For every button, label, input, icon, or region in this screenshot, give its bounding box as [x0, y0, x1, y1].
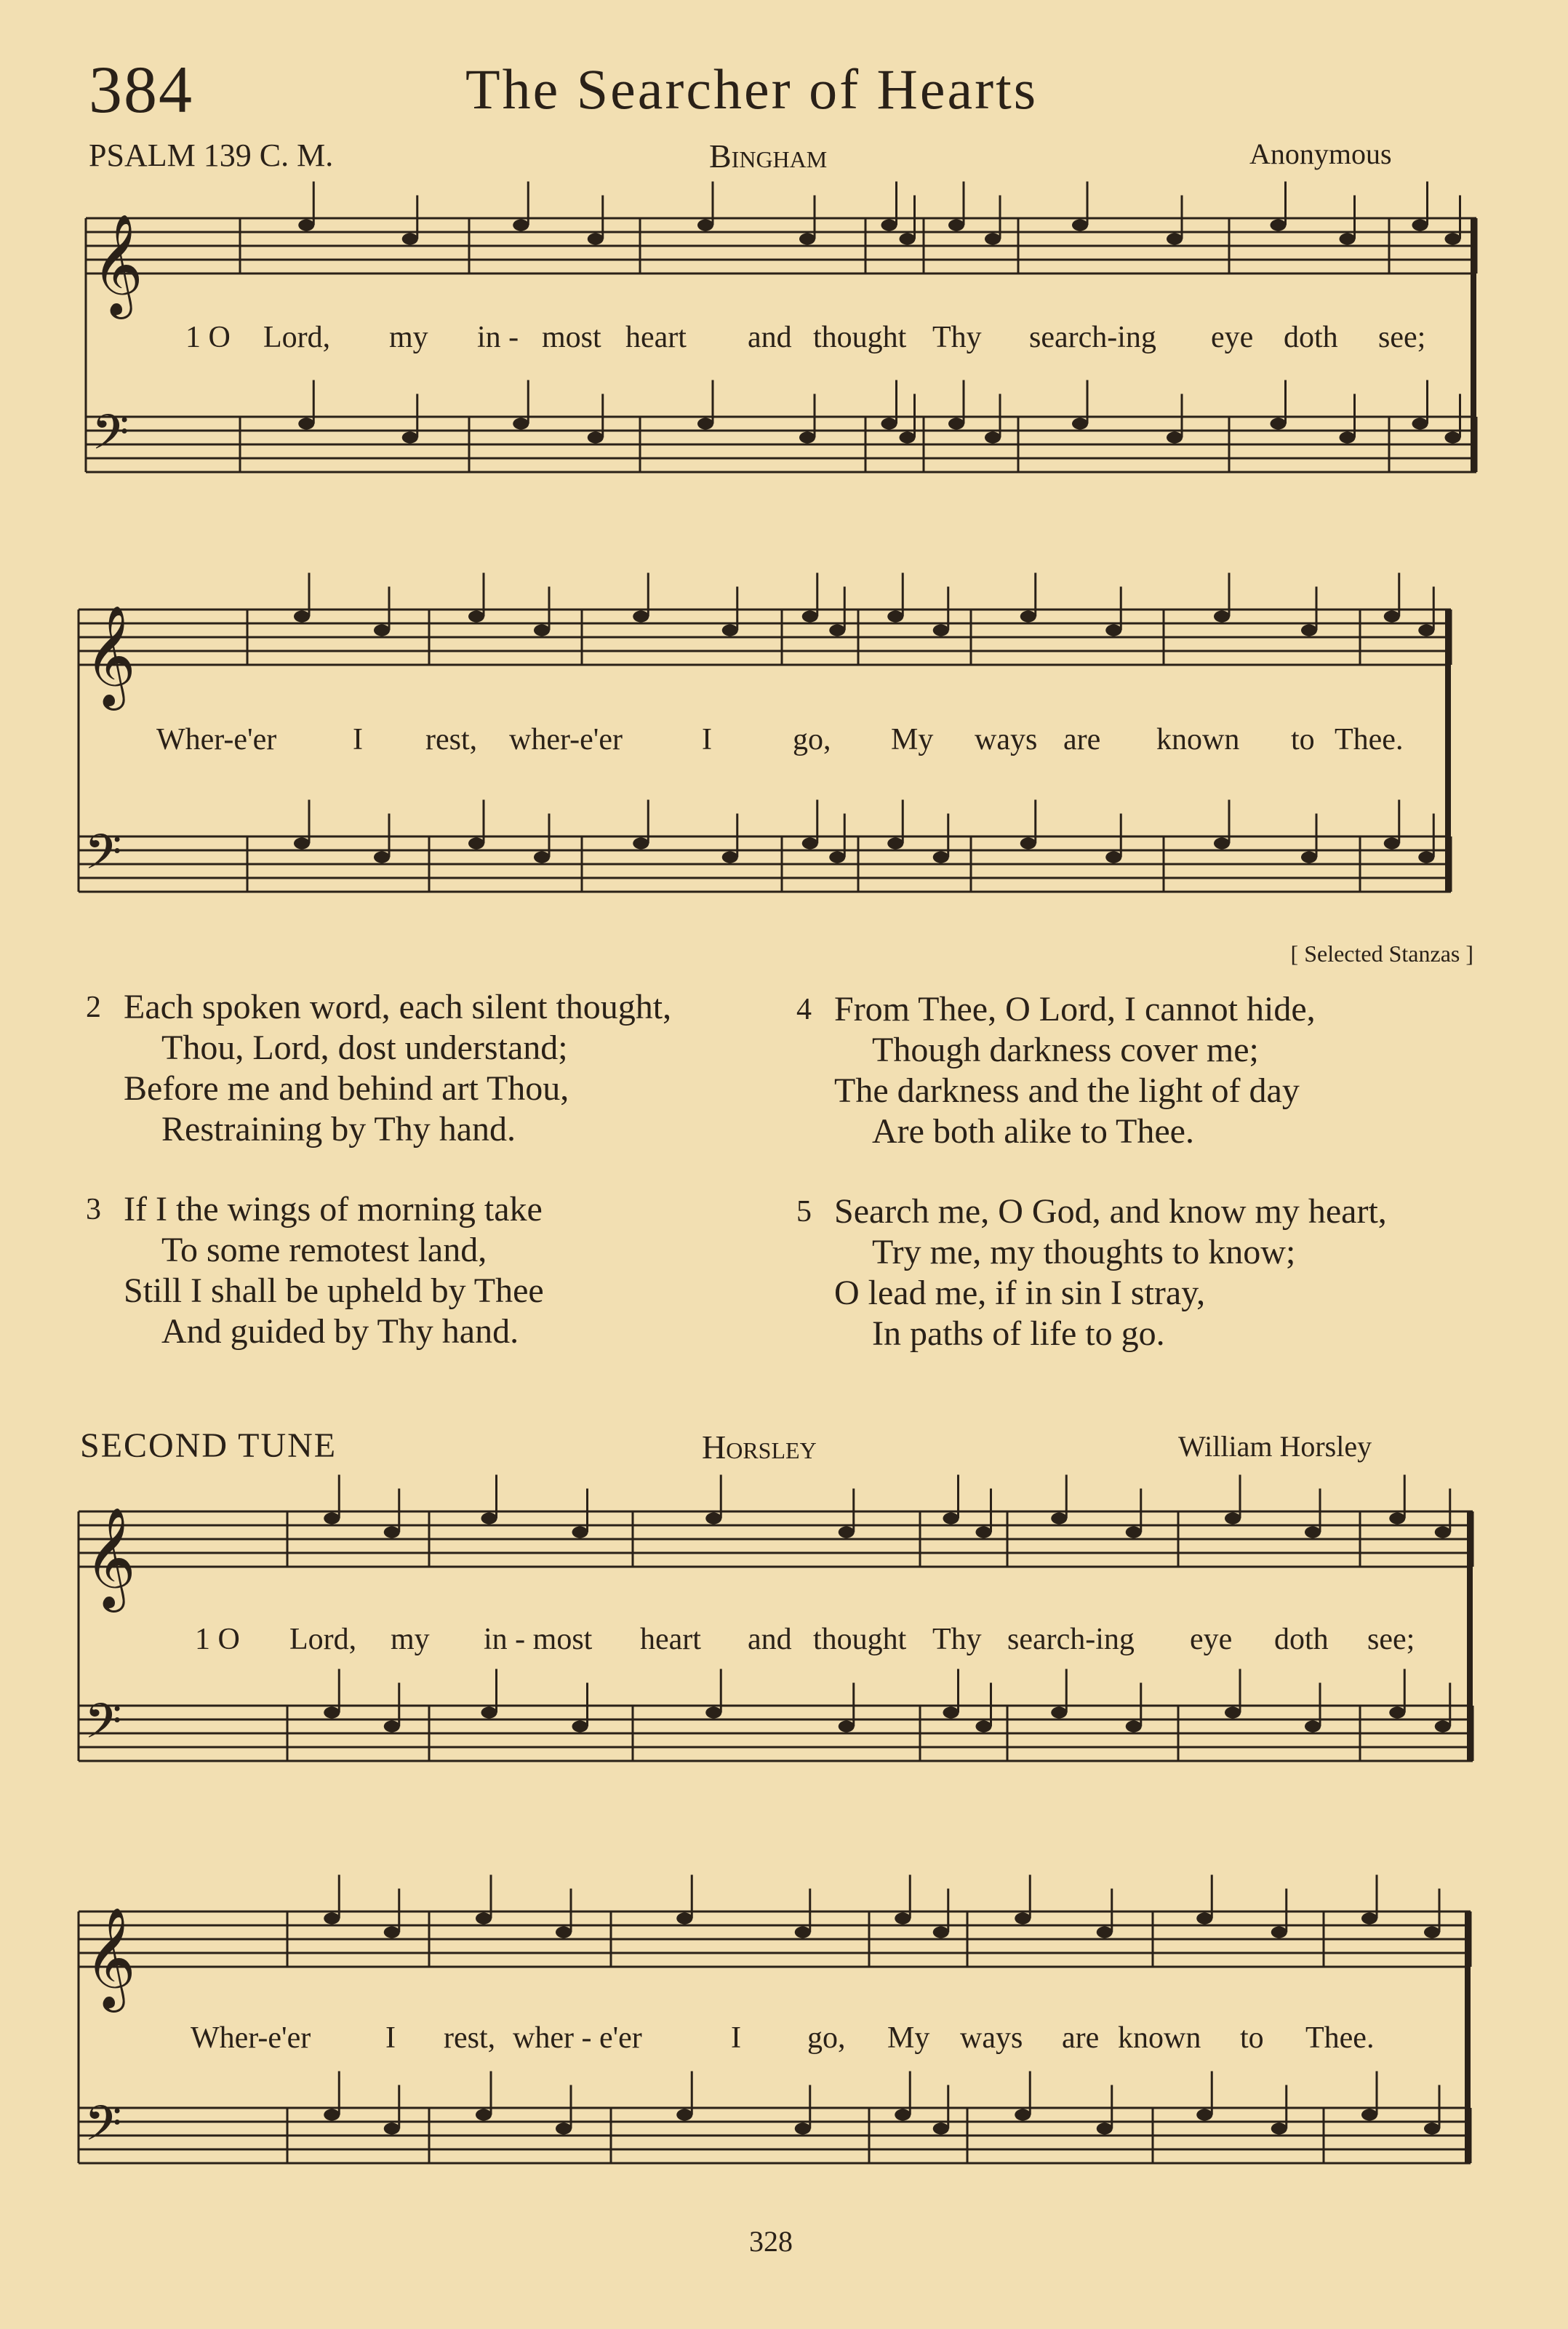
stanza-line: Try me, my thoughts to know;: [872, 1233, 1296, 1271]
bass-note-icon: [1389, 1707, 1405, 1719]
lyric-syllable: to: [1291, 723, 1315, 756]
melody-note-icon: [829, 625, 845, 636]
melody-note-icon: [374, 625, 390, 636]
bass-note-icon: [374, 852, 390, 863]
melody-note-icon: [384, 1927, 400, 1938]
lyric-syllable: rest,: [425, 723, 478, 756]
bass-note-icon: [985, 432, 1001, 444]
bass-note-icon: [722, 852, 738, 863]
bass-note-icon: [829, 852, 845, 863]
lyric-syllable: 1 O: [185, 321, 231, 354]
composer-anonymous: Anonymous: [1249, 137, 1392, 170]
melody-note-icon: [1105, 625, 1121, 636]
stanza-line: In paths of life to go.: [872, 1314, 1165, 1353]
bass-note-icon: [324, 1707, 340, 1719]
bass-note-icon: [1225, 1707, 1241, 1719]
bass-note-icon: [476, 2109, 492, 2121]
lyric-syllable: Wher-e'er: [191, 2021, 311, 2055]
stanza-line: Restraining by Thy hand.: [161, 1110, 516, 1148]
melody-note-icon: [324, 1513, 340, 1525]
bass-note-icon: [534, 852, 550, 863]
bass-note-icon: [1271, 2123, 1287, 2135]
stanza-line: From Thee, O Lord, I cannot hide,: [834, 990, 1316, 1028]
bass-note-icon: [676, 2109, 692, 2121]
lyric-syllable: thought: [813, 1623, 907, 1656]
melody-note-icon: [476, 1913, 492, 1925]
melody-note-icon: [933, 625, 949, 636]
stanza-2: [86, 987, 672, 1150]
melody-note-icon: [1445, 233, 1461, 245]
bass-clef-icon: 𝄢: [84, 1693, 122, 1761]
treble-clef-icon: 𝄞: [84, 1907, 136, 2008]
lyric-syllable: are: [1063, 723, 1101, 756]
melody-note-icon: [948, 220, 964, 231]
melody-note-icon: [534, 625, 550, 636]
bass-note-icon: [384, 2123, 400, 2135]
lyric-syllable: and: [748, 1623, 792, 1656]
stanza-line: To some remotest land,: [161, 1231, 487, 1269]
hymn-title: The Searcher of Hearts: [465, 57, 1039, 121]
stanza-line: O lead me, if in sin I stray,: [834, 1274, 1206, 1312]
melody-note-icon: [1167, 233, 1183, 245]
lyric-syllable: search-ing: [1029, 321, 1156, 354]
treble-clef-icon: 𝄞: [92, 214, 143, 315]
stanza-line: Before me and behind art Thou,: [124, 1069, 569, 1108]
melody-note-icon: [697, 220, 713, 231]
melody-note-icon: [1015, 1913, 1031, 1925]
melody-note-icon: [1020, 611, 1036, 623]
lyric-syllable: search-ing: [1007, 1623, 1135, 1656]
lyric-syllable: I: [702, 723, 712, 756]
bass-note-icon: [1015, 2109, 1031, 2121]
lyric-syllable: 1 O: [195, 1623, 240, 1656]
lyric-syllable: thought: [813, 321, 907, 354]
melody-note-icon: [795, 1927, 811, 1938]
melody-note-icon: [895, 1913, 911, 1925]
melody-note-icon: [513, 220, 529, 231]
bass-note-icon: [633, 838, 649, 850]
melody-note-icon: [556, 1927, 572, 1938]
lyric-syllable: Thee.: [1305, 2021, 1375, 2055]
second-tune-lyrics-line-1: [0, 1622, 1568, 1666]
melody-note-icon: [933, 1927, 949, 1938]
melody-note-icon: [1301, 625, 1317, 636]
lyric-syllable: known: [1118, 2021, 1201, 2055]
bass-note-icon: [1051, 1707, 1067, 1719]
melody-note-icon: [481, 1513, 497, 1525]
melody-note-icon: [324, 1913, 340, 1925]
lyric-syllable: ways: [975, 723, 1038, 756]
lyric-syllable: I: [385, 2021, 396, 2055]
lyric-syllable: most: [542, 321, 601, 354]
melody-note-icon: [799, 233, 815, 245]
bass-note-icon: [556, 2123, 572, 2135]
selected-stanzas-note: [ Selected Stanzas ]: [1290, 940, 1473, 967]
stanza-line: Though darkness cover me;: [872, 1031, 1259, 1069]
lyric-syllable: rest,: [444, 2021, 496, 2055]
melody-note-icon: [900, 233, 916, 245]
bass-note-icon: [1167, 432, 1183, 444]
lyric-syllable: see;: [1367, 1623, 1415, 1656]
bass-note-icon: [298, 418, 314, 430]
lyric-syllable: in -: [477, 321, 519, 354]
lyric-syllable: Thee.: [1335, 723, 1404, 756]
lyric-syllable: and: [748, 321, 792, 354]
melody-note-icon: [1418, 625, 1434, 636]
melody-note-icon: [976, 1527, 992, 1538]
lyric-syllable: are: [1062, 2021, 1100, 2055]
bass-note-icon: [976, 1721, 992, 1733]
bass-note-icon: [402, 432, 418, 444]
bass-note-icon: [588, 432, 604, 444]
melody-note-icon: [294, 611, 310, 623]
bass-note-icon: [1435, 1721, 1451, 1733]
melody-note-icon: [384, 1527, 400, 1538]
bass-note-icon: [1412, 418, 1428, 430]
melody-note-icon: [572, 1527, 588, 1538]
bass-note-icon: [1418, 852, 1434, 863]
first-tune-lyrics-line-1: [0, 320, 1568, 364]
first-tune-lyrics-line-2: [0, 722, 1568, 766]
tune-name-horsley: Horsley: [702, 1429, 817, 1466]
stanza-line: Each spoken word, each silent thought,: [124, 988, 672, 1026]
lyric-syllable: doth: [1284, 321, 1338, 354]
melody-note-icon: [1225, 1513, 1241, 1525]
bass-note-icon: [572, 1721, 588, 1733]
bass-note-icon: [802, 838, 818, 850]
bass-note-icon: [1105, 852, 1121, 863]
stanza-3: [86, 1189, 544, 1352]
melody-note-icon: [1384, 611, 1400, 623]
bass-note-icon: [324, 2109, 340, 2121]
bass-note-icon: [943, 1707, 959, 1719]
bass-note-icon: [1301, 852, 1317, 863]
lyric-syllable: known: [1156, 723, 1240, 756]
bass-note-icon: [1361, 2109, 1377, 2121]
psalm-meter: PSALM 139 C. M.: [89, 137, 334, 173]
melody-note-icon: [1340, 233, 1356, 245]
bass-note-icon: [294, 838, 310, 850]
stanza-line: Search me, O God, and know my heart,: [834, 1192, 1387, 1231]
lyric-syllable: wher-e'er: [509, 723, 623, 756]
melody-note-icon: [1424, 1927, 1440, 1938]
melody-note-icon: [839, 1527, 855, 1538]
lyric-syllable: ways: [960, 2021, 1023, 2055]
lyric-syllable: my: [389, 321, 428, 354]
lyric-syllable: my: [391, 1623, 430, 1656]
bass-note-icon: [887, 838, 903, 850]
melody-note-icon: [1389, 1513, 1405, 1525]
bass-note-icon: [799, 432, 815, 444]
bass-note-icon: [795, 2123, 811, 2135]
lyric-syllable: doth: [1274, 1623, 1329, 1656]
lyric-syllable: Thy: [932, 1623, 982, 1656]
second-tune-heading: SECOND TUNE: [80, 1426, 337, 1465]
stanza-line: Thou, Lord, dost understand;: [161, 1028, 568, 1067]
bass-note-icon: [1020, 838, 1036, 850]
melody-note-icon: [1214, 611, 1230, 623]
bass-note-icon: [481, 1707, 497, 1719]
bass-note-icon: [1305, 1721, 1321, 1733]
bass-note-icon: [895, 2109, 911, 2121]
page-number: 328: [749, 2225, 793, 2258]
bass-clef-icon: 𝄢: [92, 404, 129, 472]
melody-note-icon: [943, 1513, 959, 1525]
second-tune-lyrics-line-2: [0, 2021, 1568, 2064]
melody-note-icon: [633, 611, 649, 623]
bass-note-icon: [948, 418, 964, 430]
treble-clef-icon: 𝄞: [84, 1507, 136, 1608]
melody-note-icon: [1435, 1527, 1451, 1538]
lyric-syllable: in - most: [484, 1623, 593, 1656]
bass-note-icon: [468, 838, 484, 850]
melody-note-icon: [1361, 1913, 1377, 1925]
melody-note-icon: [1271, 220, 1287, 231]
bass-note-icon: [1072, 418, 1088, 430]
bass-note-icon: [697, 418, 713, 430]
melody-note-icon: [1051, 1513, 1067, 1525]
bass-note-icon: [1214, 838, 1230, 850]
lyric-syllable: go,: [793, 723, 831, 756]
bass-note-icon: [384, 1721, 400, 1733]
melody-note-icon: [1412, 220, 1428, 231]
stanza-line: The darkness and the light of day: [834, 1071, 1300, 1110]
melody-note-icon: [705, 1513, 721, 1525]
lyric-syllable: wher - e'er: [513, 2021, 642, 2055]
hymn-number: 384: [89, 52, 193, 127]
melody-note-icon: [676, 1913, 692, 1925]
lyric-syllable: Lord,: [289, 1623, 357, 1656]
bass-note-icon: [1445, 432, 1461, 444]
melody-note-icon: [1271, 1927, 1287, 1938]
melody-note-icon: [402, 233, 418, 245]
bass-note-icon: [1340, 432, 1356, 444]
stanza-number: 4: [796, 993, 812, 1026]
tune-name-bingham: Bingham: [709, 137, 828, 175]
bass-note-icon: [839, 1721, 855, 1733]
stanza-line: And guided by Thy hand.: [161, 1312, 519, 1351]
stanza-line: Are both alike to Thee.: [872, 1112, 1194, 1151]
lyric-syllable: Wher-e'er: [156, 723, 277, 756]
melody-note-icon: [881, 220, 897, 231]
bass-note-icon: [1126, 1721, 1142, 1733]
bass-clef-icon: 𝄢: [84, 824, 122, 892]
lyric-syllable: My: [887, 2021, 930, 2055]
melody-note-icon: [722, 625, 738, 636]
melody-note-icon: [298, 220, 314, 231]
melody-note-icon: [1097, 1927, 1113, 1938]
bass-note-icon: [705, 1707, 721, 1719]
bass-note-icon: [513, 418, 529, 430]
stanza-line: If I the wings of morning take: [124, 1190, 543, 1229]
stanza-5: [796, 1191, 1387, 1354]
bass-note-icon: [933, 852, 949, 863]
bass-note-icon: [1271, 418, 1287, 430]
lyric-syllable: heart: [640, 1623, 701, 1656]
bass-note-icon: [881, 418, 897, 430]
bass-note-icon: [1196, 2109, 1212, 2121]
lyric-syllable: eye: [1190, 1623, 1233, 1656]
lyric-syllable: Lord,: [263, 321, 331, 354]
stanza-4: [796, 989, 1316, 1152]
bass-clef-icon: 𝄢: [84, 2096, 122, 2163]
melody-note-icon: [588, 233, 604, 245]
stanza-number: 5: [796, 1195, 812, 1229]
melody-note-icon: [802, 611, 818, 623]
lyric-syllable: I: [731, 2021, 741, 2055]
lyric-syllable: My: [891, 723, 934, 756]
lyric-syllable: Thy: [932, 321, 982, 354]
bass-note-icon: [1097, 2123, 1113, 2135]
lyric-syllable: heart: [625, 321, 687, 354]
lyric-syllable: see;: [1378, 321, 1426, 354]
bass-note-icon: [1424, 2123, 1440, 2135]
lyric-syllable: go,: [807, 2021, 846, 2055]
treble-clef-icon: 𝄞: [84, 605, 136, 706]
melody-note-icon: [1196, 1913, 1212, 1925]
bass-note-icon: [933, 2123, 949, 2135]
bass-note-icon: [900, 432, 916, 444]
lyric-syllable: I: [353, 723, 363, 756]
melody-note-icon: [468, 611, 484, 623]
stanza-number: 3: [86, 1193, 101, 1226]
melody-note-icon: [1072, 220, 1088, 231]
stanza-line: Still I shall be upheld by Thee: [124, 1271, 544, 1310]
composer-william-horsley: William Horsley: [1178, 1430, 1372, 1463]
melody-note-icon: [985, 233, 1001, 245]
melody-note-icon: [1126, 1527, 1142, 1538]
melody-note-icon: [1305, 1527, 1321, 1538]
melody-note-icon: [887, 611, 903, 623]
stanza-number: 2: [86, 991, 101, 1024]
lyric-syllable: eye: [1211, 321, 1254, 354]
bass-note-icon: [1384, 838, 1400, 850]
lyric-syllable: to: [1240, 2021, 1264, 2055]
